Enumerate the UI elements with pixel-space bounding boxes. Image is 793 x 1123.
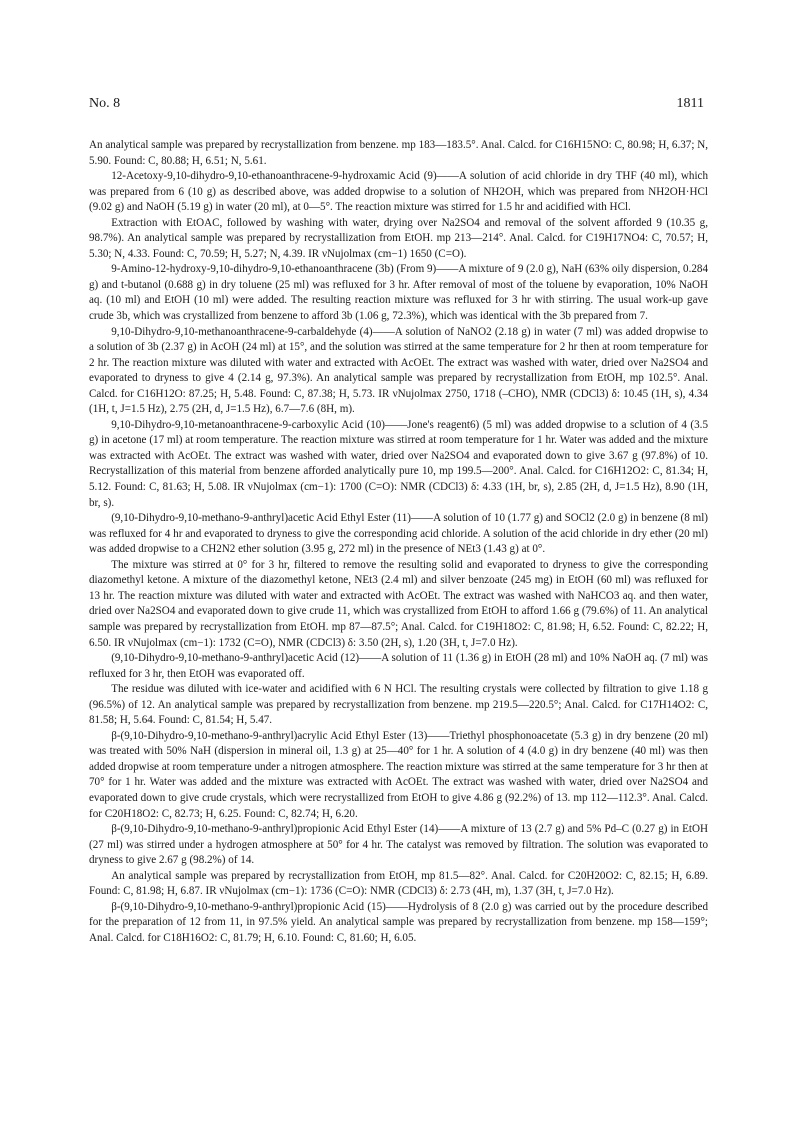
paragraph: An analytical sample was prepared by recrystallization from benzene. mp 183—183.5°. Anal. Calcd. for C16H15NO: C, 80.98; H, 6.37; N, 5.90. Found: C, 80.88; H, 6.51; N, 5.61. xyxy=(89,139,708,167)
compound-paragraph: 9,10-Dihydro-9,10-metanoanthracene-9-carboxylic Acid (10)——Jone's reagent6) (5 ml) was added dropwise to a sclution of 4 (3.5 g) in acetone (17 ml) at room temperature. The reaction mixture was stirred at room temperature for 1 hr. Water was added and the mixture was extracted with AcOEt. The extract was washed with water, dried over Na2SO4 and evaporated down to give 3.67 g (97.8%) of 10. Recrystallization of this material from benzene afforded analytically pure 10, mp 199.5—200°. Anal. Calcd. for C16H12O2: C, 81.34; H, 5.12. Found: C, 81.63; H, 5.08. IR νNujolmax (cm−1): 1700 (C=O): NMR (CDCl3) δ: 4.33 (1H, br, s), 2.85 (2H, d, J=1.5 Hz), 8.90 (1H, br, s). xyxy=(89,418,708,509)
page-header xyxy=(89,96,704,118)
paragraph: An analytical sample was prepared by recrystallization from EtOH, mp 81.5—82°. Anal. Calcd. for C20H20O2: C, 82.15; H, 6.89. Found: C, 81.98; H, 6.87. IR νNujolmax (cm−1): 1736 (C=O): NMR (CDCl3) δ: 2.73 (4H, m), 1.37 (3H, t, J=7.0 Hz). xyxy=(89,869,708,898)
paragraph: The residue was diluted with ice-water and acidified with 6 N HCl. The resulting crystals were collected by filtration to give 1.18 g (96.5%) of 12. An analytical sample was prepared by recrystallization from benzene. mp 219.5—220.5°; Anal. Calcd. for C17H14O2: C, 81.58; H, 5.64. Found: C, 81.54; H, 5.47. xyxy=(89,683,708,727)
page-number: 1811 xyxy=(676,96,704,111)
compound-paragraph: β-(9,10-Dihydro-9,10-methano-9-anthryl)acrylic Acid Ethyl Ester (13)——Triethyl phosphonoacetate (5.3 g) in dry benzene (20 ml) was treated with 50% NaH (dispersion in mineral oil, 1.3 g) at 25—40° for 1 hr. A solution of 4 (4.0 g) in dry benzene (40 ml) was then added dropwise at room temperature under a nitrogen atmosphere. The reaction mixture was stirred at the same temperature for 3 hr then at 70° for 1 hr. Water was added and the mixture was extracted with AcOEt. The extract was washed with water, dried over Na2SO4 and evaporated down to give crude crystals, which were recrystallized from EtOH to give 4.86 g (92.2%) of 13. mp 112—112.3°. Anal. Calcd. for C20H18O2: C, 82.73; H, 6.25. Found: C, 82.74; H, 6.20. xyxy=(89,729,708,820)
compound-paragraph: (9,10-Dihydro-9,10-methano-9-anthryl)acetic Acid (12)——A solution of 11 (1.36 g) in EtOH (28 ml) and 10% NaOH aq. (7 ml) was refluxed for 3 hr, then EtOH was evaporated off. xyxy=(89,652,708,680)
experimental-section xyxy=(89,138,708,946)
compound-paragraph: β-(9,10-Dihydro-9,10-methano-9-anthryl)propionic Acid (15)——Hydrolysis of 8 (2.0 g) was carried out by the procedure described for the preparation of 12 from 11, in 97.5% yield. An analytical sample was prepared by recrystallization from benzene. mp 158—159°; Anal. Calcd. for C18H16O2: C, 81.79; H, 6.10. Found: C, 81.60; H, 6.05. xyxy=(89,900,708,944)
compound-paragraph: β-(9,10-Dihydro-9,10-methano-9-anthryl)propionic Acid Ethyl Ester (14)——A mixture of 13 (2.7 g) and 5% Pd–C (0.27 g) in EtOH (27 ml) was stirred under a hydrogen atmosphere at 50° for 4 hr. The catalyst was removed by filtration. The solution was evaporated to dryness to give 2.67 g (98.2%) of 14. xyxy=(89,823,708,867)
issue-number: No. 8 xyxy=(89,96,121,111)
compound-paragraph: 12-Acetoxy-9,10-dihydro-9,10-ethanoanthracene-9-hydroxamic Acid (9)——A solution of acid chloride in dry THF (40 ml), which was prepared from 6 (10 g) as described above, was added dropwise to a solution of NH2OH, which was prepared from NH2OH·HCl (9.02 g) and NaOH (5.19 g) in water (20 ml), at 0—5°. The reaction mixture was stirred for 1.5 hr and acidified with HCl. xyxy=(89,170,708,214)
compound-paragraph: (9,10-Dihydro-9,10-methano-9-anthryl)acetic Acid Ethyl Ester (11)——A solution of 10 (1.77 g) and SOCl2 (2.0 g) in benzene (8 ml) was refluxed for 4 hr and evaporated to dryness to give the corresponding acid chloride. A solution of the acid chloride in dry ether (20 ml) was added dropwise to a CH2N2 ether solution (3.95 g, 272 ml) in the presence of NEt3 (1.43 g) at 0°. xyxy=(89,512,708,556)
compound-paragraph: 9,10-Dihydro-9,10-methanoanthracene-9-carbaldehyde (4)——A solution of NaNO2 (2.18 g) in water (7 ml) was added dropwise to a solution of 3b (2.37 g) in AcOH (24 ml) at 15°, and the solution was stirred at the same temperature for 2 hr then at room temperature for 2 hr. The reaction mixture was diluted with water and extracted with AcOEt. The extract was washed with water, dried over Na2SO4 and evaporated to dryness to give 4 (2.14 g, 97.3%). An analytical sample was prepared by recrystallization from EtOH, mp 102.5°. Anal. Calcd. for C16H12O: 87.25; H, 5.48. Found: C, 87.38; H, 5.73. IR νNujolmax 2750, 1718 (–CHO), NMR (CDCl3) δ: 10.45 (1H, s), 4.34 (1H, t, J=1.5 Hz), 2.75 (2H, d, J=1.5 Hz), 6.7—7.6 (8H, m). xyxy=(89,325,708,416)
paragraph: Extraction with EtOAC, followed by washing with water, drying over Na2SO4 and removal of the solvent afforded 9 (10.35 g, 98.7%). An analytical sample was prepared by recrystallization from EtOH. mp 213—214°. Anal. Calcd. for C19H17NO4: C, 70.57; H, 5.30; N, 4.33. Found: C, 70.59; H, 5.27; N, 4.39. IR νNujolmax (cm−1) 1650 (C=O). xyxy=(89,216,708,260)
compound-paragraph: 9-Amino-12-hydroxy-9,10-dihydro-9,10-ethanoanthracene (3b) (From 9)——A mixture of 9 (2.0 g), NaH (63% oily dispersion, 0.284 g) and t-butanol (0.688 g) in dry toluene (25 ml) was refluxed for 3 hr. After removal of most of the toluene by evaporation, 10% NaOH aq. (10 ml) and EtOH (10 ml) were added. The resulting reaction mixture was refluxed for 3 hr with stirring. The usual work-up gave crude 3b, which was crystallized from benzene to afford 3b (1.06 g, 72.3%), which was identical with the 3b prepared from 7. xyxy=(89,263,708,323)
paragraph: The mixture was stirred at 0° for 3 hr, filtered to remove the resulting solid and evaporated to dryness to give the corresponding diazomethyl ketone. A mixture of the diazomethyl ketone, NEt3 (2.4 ml) and silver benzoate (245 mg) in EtOH (60 ml) was refluxed for 13 hr. The reaction mixture was diluted with water and extracted with AcOEt. The extract was washed with NaHCO3 aq. and then water, dried over Na2SO4 and evaporated down to give crude 11, which was crystallized from EtOH to afford 1.66 g (79.6%) of 11. An analytical sample was prepared by recrystallization from EtOH. mp 87—87.5°; Anal. Calcd. for C19H18O2: C, 81.98; H, 6.52. Found: C, 82.22; H, 6.50. IR νNujolmax (cm−1): 1732 (C=O), NMR (CDCl3) δ: 3.50 (2H, s), 1.20 (3H, t, J=7.0 Hz). xyxy=(89,558,708,649)
